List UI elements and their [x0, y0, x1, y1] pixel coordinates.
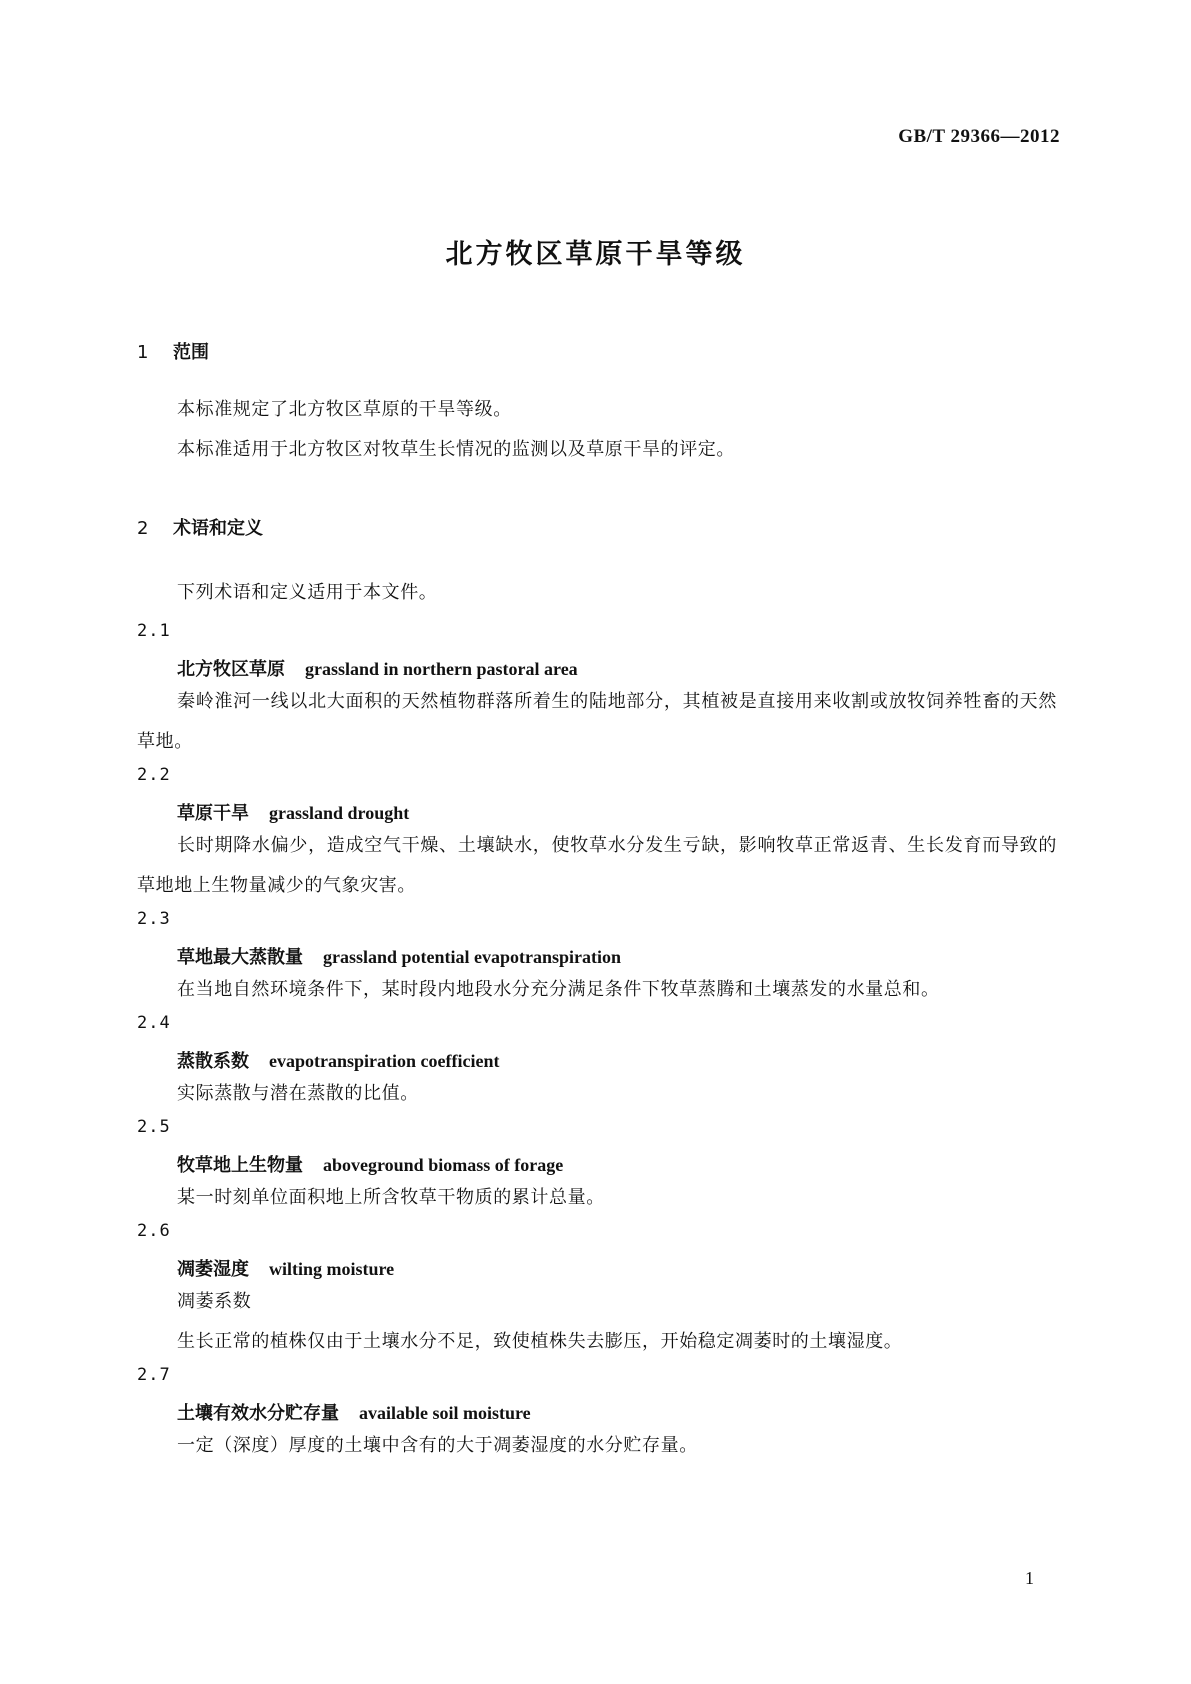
term-name-zh: 牧草地上生物量: [177, 1155, 303, 1176]
term-name-en: grassland drought: [269, 803, 410, 823]
term-definition: 某一时刻单位面积地上所含牧草干物质的累计总量。: [177, 1187, 605, 1208]
section-number: 1: [137, 342, 149, 363]
term-name-zh: 北方牧区草原: [177, 659, 285, 680]
term-name-en: wilting moisture: [269, 1259, 395, 1279]
term-entry: [137, 1048, 1057, 1074]
term-name-en: grassland potential evapotranspiration: [323, 947, 622, 967]
term-definition: 实际蒸散与潜在蒸散的比值。: [177, 1083, 419, 1104]
section-number: 2: [137, 518, 149, 539]
term-name-zh: 草地最大蒸散量: [177, 947, 303, 968]
page-number: 1: [1025, 1568, 1034, 1588]
term-name-en: aboveground biomass of forage: [323, 1155, 564, 1175]
term-number: 2.4: [137, 1013, 171, 1033]
term-definition: 生长正常的植株仅由于土壤水分不足，致使植株失去膨压，开始稳定凋萎时的土壤湿度。: [177, 1331, 903, 1352]
term-name-en: evapotranspiration coefficient: [269, 1051, 500, 1071]
standard-code: GB/T 29366—2012: [898, 126, 1060, 147]
section-heading-scope: [137, 340, 1057, 366]
term-name-en: available soil moisture: [359, 1403, 531, 1423]
term-number: 2.6: [137, 1221, 171, 1241]
term-number: 2.3: [137, 909, 171, 929]
term-entry: [137, 1152, 1057, 1178]
term-definition: 一定（深度）厚度的土壤中含有的大于凋萎湿度的水分贮存量。: [177, 1435, 698, 1456]
term-entry: [137, 1256, 1057, 1282]
term-entry: [137, 656, 1057, 682]
paragraph: 本标准规定了北方牧区草原的干旱等级。: [177, 399, 512, 420]
term-name-zh: 土壤有效水分贮存量: [177, 1403, 339, 1424]
section-title: 范围: [173, 342, 209, 363]
term-entry: [137, 944, 1057, 970]
term-definition: 长时期降水偏少，造成空气干燥、土壤缺水，使牧草水分发生亏缺，影响牧草正常返青、生长发育而导致的草地地上生物量减少的气象灾害。: [137, 835, 1057, 896]
section-heading-terms: [137, 516, 1057, 542]
term-number: 2.2: [137, 765, 171, 785]
term-number: 2.7: [137, 1365, 171, 1385]
document-body: [137, 340, 1057, 1466]
section-title: 术语和定义: [173, 518, 263, 539]
term-definition: 在当地自然环境条件下，某时段内地段水分充分满足条件下牧草蒸腾和土壤蒸发的水量总和。: [177, 979, 940, 1000]
term-entry: [137, 1400, 1057, 1426]
document-title: 北方牧区草原干旱等级: [445, 239, 746, 270]
paragraph: 下列术语和定义适用于本文件。: [177, 582, 438, 603]
term-number: 2.1: [137, 621, 171, 641]
paragraph: 本标准适用于北方牧区对牧草生长情况的监测以及草原干旱的评定。: [177, 439, 735, 460]
term-name-en: grassland in northern pastoral area: [305, 659, 578, 679]
term-alternate-name: 凋萎系数: [177, 1291, 252, 1312]
term-name-zh: 草原干旱: [177, 803, 249, 824]
term-entry: [137, 800, 1057, 826]
term-number: 2.5: [137, 1117, 171, 1137]
term-name-zh: 蒸散系数: [177, 1051, 249, 1072]
term-definition: 秦岭淮河一线以北大面积的天然植物群落所着生的陆地部分，其植被是直接用来收割或放牧饲养牲畜的天然草地。: [137, 691, 1057, 752]
term-name-zh: 凋萎湿度: [177, 1259, 249, 1280]
